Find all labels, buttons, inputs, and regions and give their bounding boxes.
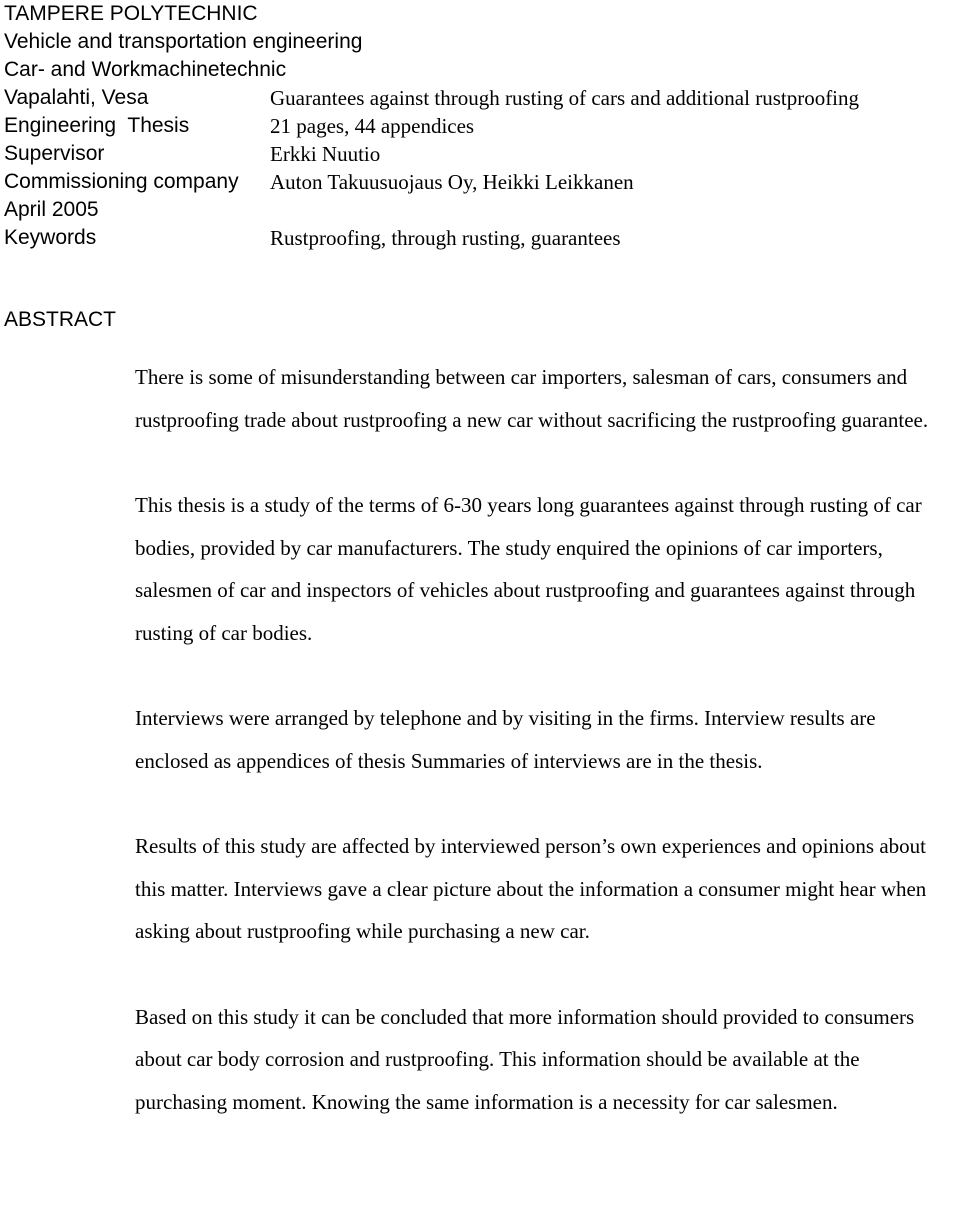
thesis-title: Guarantees against through rusting of cars and additional rustproofing (270, 86, 860, 110)
abstract-paragraph: Based on this study it can be concluded that more information should provided to consumers about car body corrosion and rustproofing. This information should be available at the purchasing moment. Knowing the same information is a necessity for car salesmen. (135, 1004, 915, 1114)
supervisor-row (4, 140, 960, 168)
supervisor-value: Erkki Nuutio (270, 142, 381, 166)
abstract-paragraph: There is some of misunderstanding between car importers, salesman of cars, consumers and rustproofing trade about rustproofing a new car without sacrificing the rustproofing guarantee. (135, 365, 929, 432)
program-name: Car- and Workmachinetechnic (4, 58, 287, 81)
date-row (4, 196, 960, 224)
abstract-paragraph: Interviews were arranged by telephone and by visiting in the firms. Interview results are enclosed as appendices of thesis Summaries of interviews are in the thesis. (135, 706, 876, 773)
thesis-type-row (4, 112, 960, 140)
thesis-header (4, 0, 960, 252)
department-name: Vehicle and transportation engineering (4, 30, 363, 53)
author-label: Vapalahti, Vesa (4, 86, 149, 109)
keywords-label: Keywords (4, 226, 97, 249)
institution-name: TAMPERE POLYTECHNIC (4, 2, 258, 25)
author-row (4, 84, 960, 112)
thesis-type-label: Engineering Thesis (4, 114, 190, 137)
page-count: 21 pages, 44 appendices (270, 114, 475, 138)
abstract-heading: ABSTRACT (4, 308, 117, 331)
keywords-row (4, 224, 960, 252)
abstract-paragraph: This thesis is a study of the terms of 6-30 years long guarantees against through rusting of car bodies, provided by car manufacturers. The study enquired the opinions of car importers, salesmen of car and inspectors of vehicles about rustproofing and guarantees against through rusting of car bodies. (135, 493, 922, 645)
supervisor-label: Supervisor (4, 142, 105, 165)
date-label: April 2005 (4, 198, 99, 221)
commissioning-value: Auton Takuusuojaus Oy, Heikki Leikkanen (270, 170, 634, 194)
commissioning-label: Commissioning company (4, 170, 239, 193)
commissioning-row (4, 168, 960, 196)
abstract-body (135, 356, 950, 1166)
abstract-paragraph: Results of this study are affected by interviewed person’s own experiences and opinions about this matter. Interviews gave a clear picture about the information a consumer might hear when asking about rustproofing while purchasing a new car. (135, 834, 927, 943)
keywords-value: Rustproofing, through rusting, guarantees (270, 226, 621, 250)
